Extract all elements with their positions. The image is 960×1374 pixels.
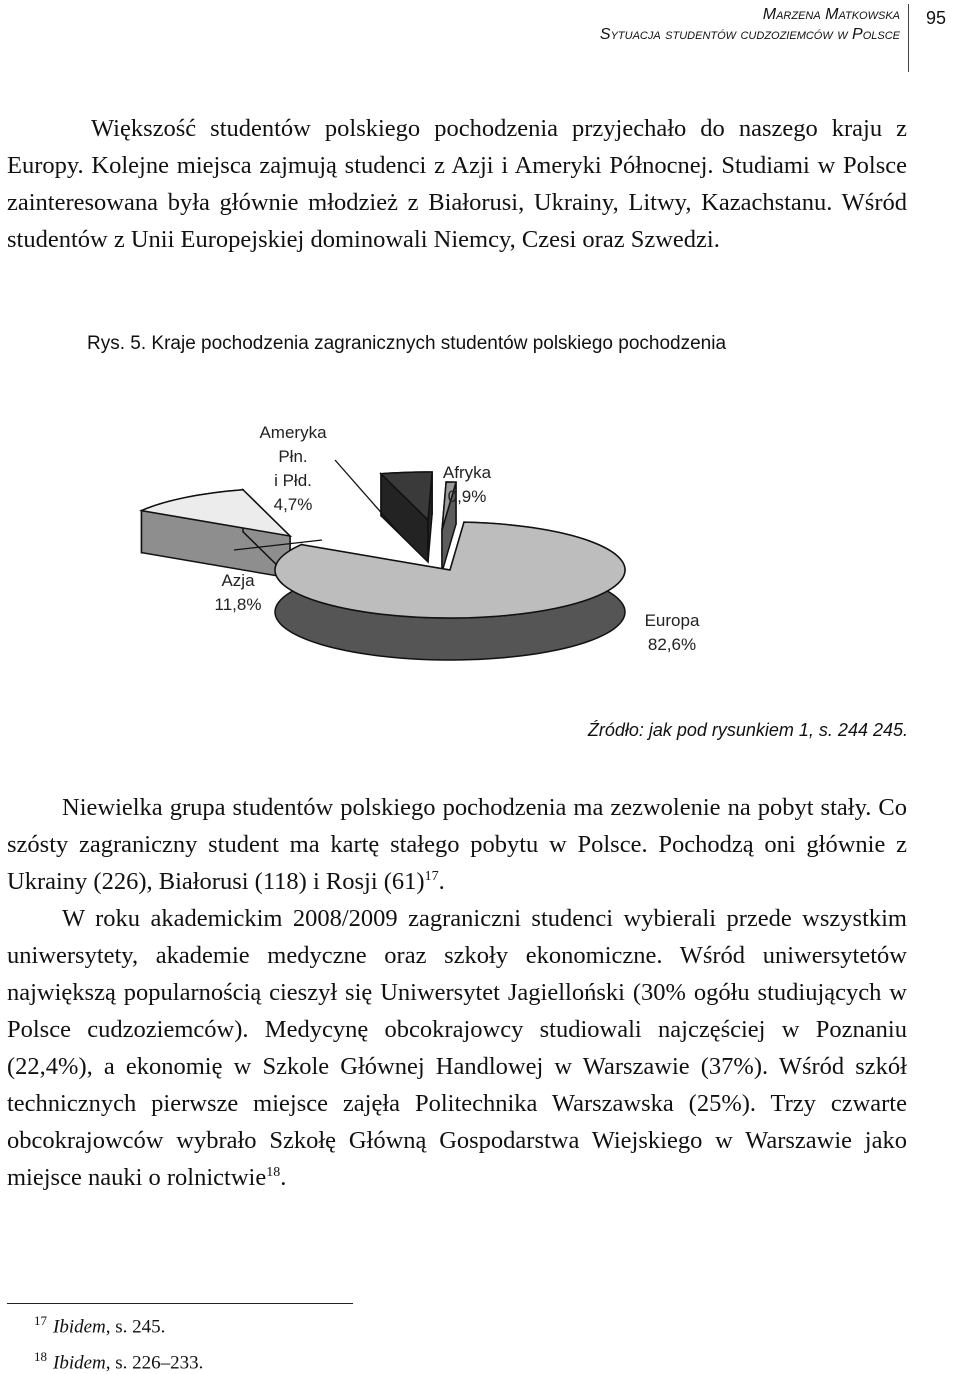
footnote-text: , s. 226–233.	[105, 1352, 204, 1374]
header-divider	[908, 4, 909, 72]
pie-slice-label: Europa 82,6%	[644, 611, 700, 654]
pie-slice-label: Azja 11,8%	[214, 571, 262, 614]
footnote-text: , s. 245.	[105, 1316, 166, 1338]
pie-slice-label: Afryka 0,9%	[442, 463, 492, 506]
page-number: 95	[926, 8, 947, 28]
pie-slice-label: Ameryka Płn. i Płd. 4,7%	[259, 423, 327, 514]
paragraph-2	[7, 789, 907, 900]
paragraph-1: Większość studentów polskiego pochodzenia przyjechało do naszego kraju z Europy. Kolejne miejsca zajmują studenci z Azji i Ameryki Północnej. Studiami w Polsce zainteresowana była głównie młodzież z Białorusi, Ukrainy, Litwy, Kazachstanu. Wśród studentów z Unii Europejskiej dominowali Niemcy, Czesi oraz Szwedzi.	[7, 115, 907, 253]
page-header	[0, 0, 960, 80]
paragraph-2-end: .	[438, 868, 445, 895]
figure-caption: Rys. 5. Kraje pochodzenia zagranicznych studentów polskiego pochodzenia	[87, 333, 727, 354]
running-title: Sytuacja studentów cudzoziemców w Polsce	[599, 26, 900, 43]
paragraph-3-end: .	[280, 1164, 287, 1191]
footnote-separator	[7, 1303, 353, 1304]
footnote-ref-17[interactable]: 17	[424, 868, 439, 884]
footnote-ibidem: Ibidem	[53, 1316, 106, 1338]
pie-chart	[0, 400, 960, 710]
paragraph-3	[7, 900, 907, 1196]
footnote-18	[34, 1349, 203, 1374]
footnote-ref-18[interactable]: 18	[266, 1164, 281, 1180]
author-name: Marzena Matkowska	[762, 6, 900, 23]
figure-source: Źródło: jak pod rysunkiem 1, s. 244 245.	[587, 720, 908, 740]
footnote-ibidem: Ibidem	[53, 1352, 106, 1374]
paragraph-2-text: Niewielka grupa studentów polskiego pochodzenia ma zezwolenie na pobyt stały. Co szósty zagraniczny student ma kartę stałego pobytu w Polsce. Pochodzą oni głównie z Ukrainy (226), Białorusi (118) i Rosji (61)	[7, 794, 907, 895]
footnote-17	[34, 1313, 165, 1338]
footnote-number: 18	[34, 1349, 47, 1364]
paragraph-3-text: W roku akademickim 2008/2009 zagraniczni studenci wybierali przede wszystkim uniwersytety, akademie medyczne oraz szkoły ekonomiczne. Wśród uniwersytetów największą popularnością cieszył się Uniwersytet Jagielloński (30% ogółu studiujących w Polsce cudzoziemców). Medycynę obcokrajowcy studiowali najczęściej w Poznaniu (22,4%), a ekonomię w Szkole Głównej Handlowej w Warszawie (37%). Wśród szkół technicznych pierwsze miejsce zajęła Politechnika Warszawska (25%). Trzy czwarte obcokrajowców wybrało Szkołę Główną Gospodarstwa Wiejskiego w Warszawie jako miejsce nauki o rolnictwie	[7, 905, 907, 1191]
footnote-number: 17	[34, 1313, 47, 1328]
